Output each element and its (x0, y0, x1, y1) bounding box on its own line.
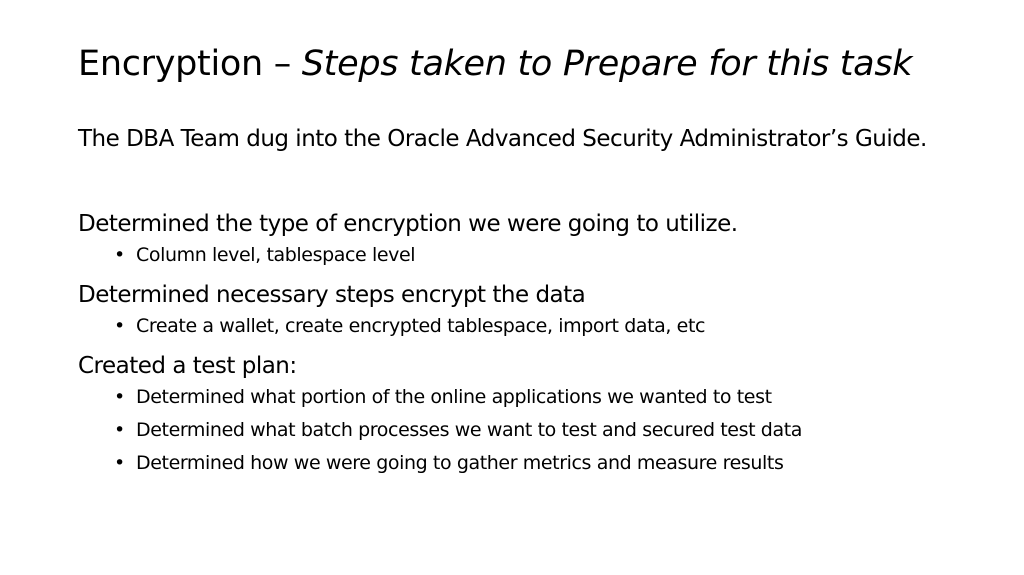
bullet-text: Determined what batch processes we want to test and secured test data (136, 419, 802, 441)
section-heading-encryption-type: Determined the type of encryption we were going to utilize. (78, 211, 738, 237)
bullet-item (78, 414, 958, 447)
bullet-list-test-plan (78, 381, 958, 480)
slide-title-italic: Steps taken to Prepare for this task (301, 44, 913, 84)
bullet-glyph: • (114, 244, 125, 266)
bullet-glyph: • (114, 386, 125, 408)
bullet-glyph: • (114, 315, 125, 337)
bullet-item (78, 447, 958, 480)
bullet-glyph: • (114, 452, 125, 474)
slide-title (78, 40, 912, 88)
bullet-item (78, 239, 958, 272)
bullet-list-encrypt-steps (78, 310, 958, 343)
slide-body (78, 124, 958, 480)
bullet-text: Column level, tablespace level (136, 244, 416, 266)
bullet-list-encryption-type (78, 239, 958, 272)
bullet-glyph: • (114, 419, 125, 441)
section-heading-encrypt-steps: Determined necessary steps encrypt the data (78, 282, 586, 308)
bullet-text: Determined what portion of the online applications we wanted to test (136, 386, 772, 408)
section-heading-test-plan: Created a test plan: (78, 353, 297, 379)
intro-paragraph: The DBA Team dug into the Oracle Advanced Security Administrator’s Guide. (78, 126, 927, 152)
slide-title-main: Encryption – (78, 44, 302, 84)
bullet-text: Create a wallet, create encrypted tablespace, import data, etc (136, 315, 706, 337)
bullet-item (78, 381, 958, 414)
bullet-item (78, 310, 958, 343)
bullet-text: Determined how we were going to gather metrics and measure results (136, 452, 784, 474)
